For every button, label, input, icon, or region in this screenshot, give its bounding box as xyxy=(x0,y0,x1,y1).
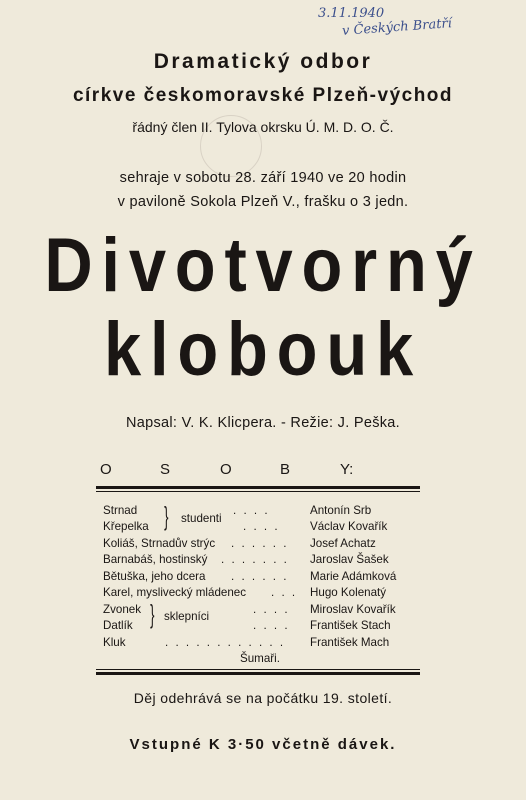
cast-dots: . . . . . . xyxy=(231,537,289,550)
play-title-line1: Divotvorný xyxy=(44,223,482,308)
cast-dots: . . . . xyxy=(253,603,290,616)
organizer-name: Dramatický odbor xyxy=(153,50,373,73)
admission-price: Vstupné K 3·50 včetně dávek. xyxy=(129,736,397,753)
cast-heading-letter: B xyxy=(280,461,291,478)
cast-dots: . . . . xyxy=(233,504,270,517)
divider-top-thick xyxy=(96,486,420,489)
cast-actor: Miroslav Kovařík xyxy=(310,603,396,616)
cast-actor: František Mach xyxy=(310,636,390,649)
cast-heading-letter: O xyxy=(100,461,112,478)
cast-role: Bětuška, jeho dcera xyxy=(103,570,206,583)
cast-dots: . . . . xyxy=(253,619,290,632)
performance-venue: v paviloně Sokola Plzeň V., frašku o 3 jedn. xyxy=(117,194,409,210)
cast-actor: Jaroslav Šašek xyxy=(310,553,389,566)
cast-role: Datlík xyxy=(103,619,133,632)
organizer-church: církve českomoravské Plzeň-východ xyxy=(72,85,454,106)
cellarmen-brace: } xyxy=(150,599,155,629)
cast-dots: . . . . . . . xyxy=(221,553,289,566)
credits: Napsal: V. K. Klicpera. - Režie: J. Peška. xyxy=(126,415,400,431)
cast-heading-letter: Y: xyxy=(340,461,354,478)
cast-role: Křepelka xyxy=(103,520,149,533)
cast-role: Koliáš, Strnadův strýc xyxy=(103,537,216,550)
cast-dots: . . . . . . . . . . . . xyxy=(165,636,286,649)
cast-row xyxy=(103,520,423,536)
cast-actor: Václav Kovařík xyxy=(310,520,388,533)
cast-row xyxy=(103,537,423,553)
cast-actor: Antonín Srb xyxy=(310,504,372,517)
group-label-students: studenti xyxy=(181,512,222,525)
play-title-line2: klobouk xyxy=(103,307,422,392)
cast-row xyxy=(103,636,423,652)
handwritten-note: v Českých Bratří xyxy=(341,16,453,39)
cast-actor: Josef Achatz xyxy=(310,537,376,550)
cast-role: Zvonek xyxy=(103,603,142,616)
cast-heading xyxy=(100,461,353,478)
cast-actor: Marie Adámková xyxy=(310,570,397,583)
cast-role: Karel, myslivecký mládenec xyxy=(103,586,247,599)
group-label-cellarmen: sklepníci xyxy=(164,610,210,623)
musicians: Šumaři. xyxy=(240,652,280,665)
divider-top-thin xyxy=(96,491,420,492)
handwritten-date: 3.11.1940 xyxy=(318,6,385,21)
cast-role: Barnabáš, hostinský xyxy=(103,553,208,566)
cast-role: Strnad xyxy=(103,504,138,517)
cast-actor: Hugo Kolenatý xyxy=(310,586,387,599)
cast-row xyxy=(103,504,423,520)
cast-dots: . . . . xyxy=(243,520,280,533)
cast-dots: . . . xyxy=(271,586,298,599)
organizer-membership: řádný člen II. Tylova okrsku Ú. M. D. O. Č. xyxy=(132,119,394,135)
cast-heading-letter: O xyxy=(220,461,232,478)
setting-note: Děj odehrává se na počátku 19. století. xyxy=(133,690,393,706)
cast-dots: . . . . . . xyxy=(231,570,289,583)
cast-row xyxy=(103,570,423,586)
cast-role: Kluk xyxy=(103,636,126,649)
performance-date: sehraje v sobotu 28. září 1940 ve 20 hodin xyxy=(119,170,407,186)
cast-heading-letter: S xyxy=(160,461,171,478)
cast-row xyxy=(103,553,423,569)
students-brace: } xyxy=(164,501,169,531)
divider-bottom-thick xyxy=(96,672,420,675)
cast-actor: František Stach xyxy=(310,619,391,632)
divider-bottom-thin xyxy=(96,669,420,670)
